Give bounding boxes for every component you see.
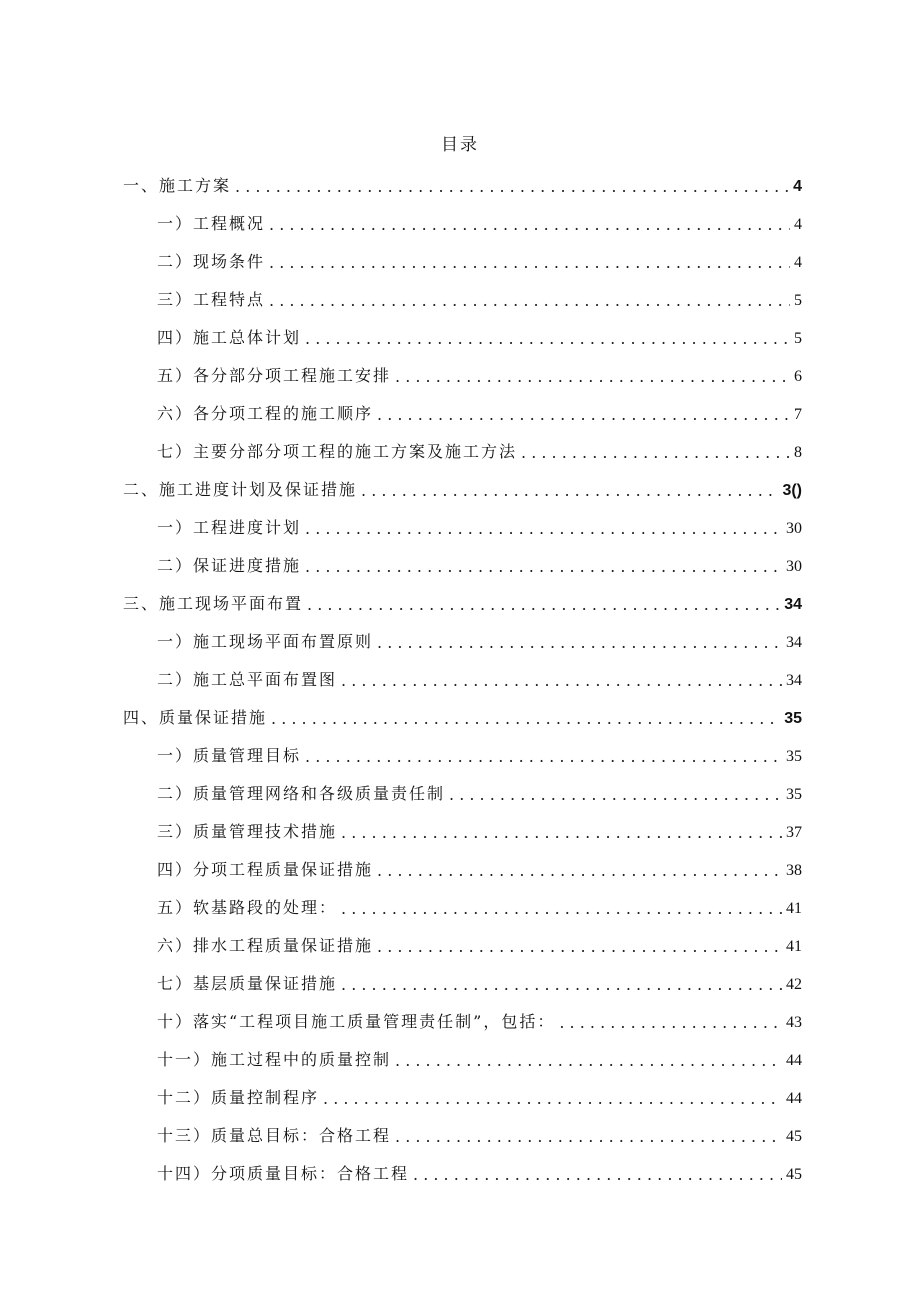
toc-dot-leader <box>271 709 780 728</box>
toc-dot-leader <box>395 367 790 386</box>
toc-entry-label: 十一）施工过程中的质量控制 <box>157 1050 392 1069</box>
toc-page-number: 44 <box>786 1090 802 1107</box>
toc-page-number: 41 <box>786 938 802 955</box>
toc-entry-label: 十四）分项质量目标：合格工程 <box>157 1164 410 1183</box>
toc-page-number: 34 <box>786 634 802 651</box>
toc-entry-label: 十二）质量控制程序 <box>157 1088 320 1107</box>
toc-entry-label: 四、质量保证措施 <box>123 708 268 727</box>
toc-entry-label: 十）落实“工程项目施工质量管理责任制”，包括： <box>157 1012 556 1031</box>
toc-section-entry[interactable] <box>0 1152 920 1190</box>
toc-section-entry[interactable] <box>0 1114 920 1152</box>
toc-section-entry[interactable] <box>0 848 920 886</box>
toc-section-entry[interactable] <box>0 354 920 392</box>
toc-dot-leader <box>323 1089 782 1108</box>
toc-page-number: 3() <box>782 482 802 499</box>
toc-page-number: 34 <box>786 672 802 689</box>
toc-page-number: 43 <box>786 1014 802 1031</box>
toc-page-number: 44 <box>786 1052 802 1069</box>
toc-section-entry[interactable] <box>0 620 920 658</box>
toc-page-number: 35 <box>786 748 802 765</box>
toc-dot-leader <box>269 253 790 272</box>
toc-entry-label: 三）质量管理技术措施 <box>157 822 338 841</box>
toc-entry-label: 二、施工进度计划及保证措施 <box>123 480 358 499</box>
toc-entry-label: 三）工程特点 <box>157 290 266 309</box>
toc-dot-leader <box>413 1165 782 1184</box>
toc-entry-label: 四）分项工程质量保证措施 <box>157 860 374 879</box>
toc-page-number: 4 <box>794 254 802 271</box>
toc-page-number: 45 <box>786 1166 802 1183</box>
toc-list <box>0 164 920 1190</box>
toc-entry-label: 十三）质量总目标：合格工程 <box>157 1126 392 1145</box>
toc-dot-leader <box>341 975 782 994</box>
toc-entry-label: 五）各分部分项工程施工安排 <box>157 366 392 385</box>
toc-section-entry[interactable] <box>0 1038 920 1076</box>
toc-entry-label: 一）工程概况 <box>157 214 266 233</box>
toc-section-entry[interactable] <box>0 316 920 354</box>
toc-page-number: 35 <box>784 710 802 727</box>
toc-entry-label: 二）现场条件 <box>157 252 266 271</box>
toc-entry-label: 七）主要分部分项工程的施工方案及施工方法 <box>157 442 518 461</box>
toc-chapter-entry[interactable] <box>0 164 920 202</box>
toc-title: 目录 <box>441 135 479 155</box>
toc-section-entry[interactable] <box>0 734 920 772</box>
toc-entry-label: 一）施工现场平面布置原则 <box>157 632 374 651</box>
toc-entry-label: 二）保证进度措施 <box>157 556 302 575</box>
toc-dot-leader <box>521 443 790 462</box>
toc-page-number: 5 <box>794 292 802 309</box>
toc-dot-leader <box>377 937 782 956</box>
toc-dot-leader <box>559 1013 782 1032</box>
toc-dot-leader <box>361 481 778 500</box>
toc-page-number: 4 <box>794 216 802 233</box>
toc-dot-leader <box>395 1127 782 1146</box>
toc-section-entry[interactable] <box>0 772 920 810</box>
toc-dot-leader <box>341 671 782 690</box>
toc-entry-label: 二）施工总平面布置图 <box>157 670 338 689</box>
toc-page-number: 6 <box>794 368 802 385</box>
toc-dot-leader <box>377 861 782 880</box>
toc-entry-label: 一）工程进度计划 <box>157 518 302 537</box>
toc-section-entry[interactable] <box>0 544 920 582</box>
toc-page-number: 37 <box>786 824 802 841</box>
toc-entry-label: 六）排水工程质量保证措施 <box>157 936 374 955</box>
toc-dot-leader <box>235 177 789 196</box>
toc-page-number: 34 <box>784 596 802 613</box>
toc-section-entry[interactable] <box>0 392 920 430</box>
toc-dot-leader <box>395 1051 782 1070</box>
toc-dot-leader <box>305 329 790 348</box>
toc-chapter-entry[interactable] <box>0 696 920 734</box>
toc-entry-label: 四）施工总体计划 <box>157 328 302 347</box>
toc-page-number: 38 <box>786 862 802 879</box>
toc-section-entry[interactable] <box>0 1000 920 1038</box>
toc-entry-label: 一、施工方案 <box>123 176 232 195</box>
toc-chapter-entry[interactable] <box>0 468 920 506</box>
toc-entry-label: 一）质量管理目标 <box>157 746 302 765</box>
toc-page-number: 8 <box>794 444 802 461</box>
toc-dot-leader <box>305 747 782 766</box>
toc-dot-leader <box>269 291 790 310</box>
toc-dot-leader <box>341 823 782 842</box>
toc-dot-leader <box>305 519 782 538</box>
toc-page-number: 7 <box>794 406 802 423</box>
toc-page-number: 30 <box>786 558 802 575</box>
toc-section-entry[interactable] <box>0 658 920 696</box>
toc-dot-leader <box>341 899 782 918</box>
toc-page-number: 41 <box>786 900 802 917</box>
toc-dot-leader <box>269 215 790 234</box>
toc-section-entry[interactable] <box>0 1076 920 1114</box>
toc-section-entry[interactable] <box>0 886 920 924</box>
toc-page-number: 42 <box>786 976 802 993</box>
toc-chapter-entry[interactable] <box>0 582 920 620</box>
toc-entry-label: 六）各分项工程的施工顺序 <box>157 404 374 423</box>
toc-section-entry[interactable] <box>0 810 920 848</box>
toc-entry-label: 二）质量管理网络和各级质量责任制 <box>157 784 446 803</box>
toc-dot-leader <box>305 557 782 576</box>
toc-page-number: 5 <box>794 330 802 347</box>
toc-page-number: 4 <box>793 178 802 195</box>
toc-section-entry[interactable] <box>0 278 920 316</box>
toc-section-entry[interactable] <box>0 240 920 278</box>
toc-section-entry[interactable] <box>0 430 920 468</box>
toc-dot-leader <box>377 633 782 652</box>
toc-dot-leader <box>307 595 780 614</box>
toc-entry-label: 七）基层质量保证措施 <box>157 974 338 993</box>
toc-page-number: 45 <box>786 1128 802 1145</box>
toc-dot-leader <box>377 405 790 424</box>
toc-section-entry[interactable] <box>0 924 920 962</box>
toc-entry-label: 五）软基路段的处理： <box>157 898 338 917</box>
toc-section-entry[interactable] <box>0 506 920 544</box>
toc-section-entry[interactable] <box>0 202 920 240</box>
toc-section-entry[interactable] <box>0 962 920 1000</box>
toc-page-number: 30 <box>786 520 802 537</box>
toc-page-number: 35 <box>786 786 802 803</box>
toc-entry-label: 三、施工现场平面布置 <box>123 594 304 613</box>
toc-dot-leader <box>449 785 782 804</box>
